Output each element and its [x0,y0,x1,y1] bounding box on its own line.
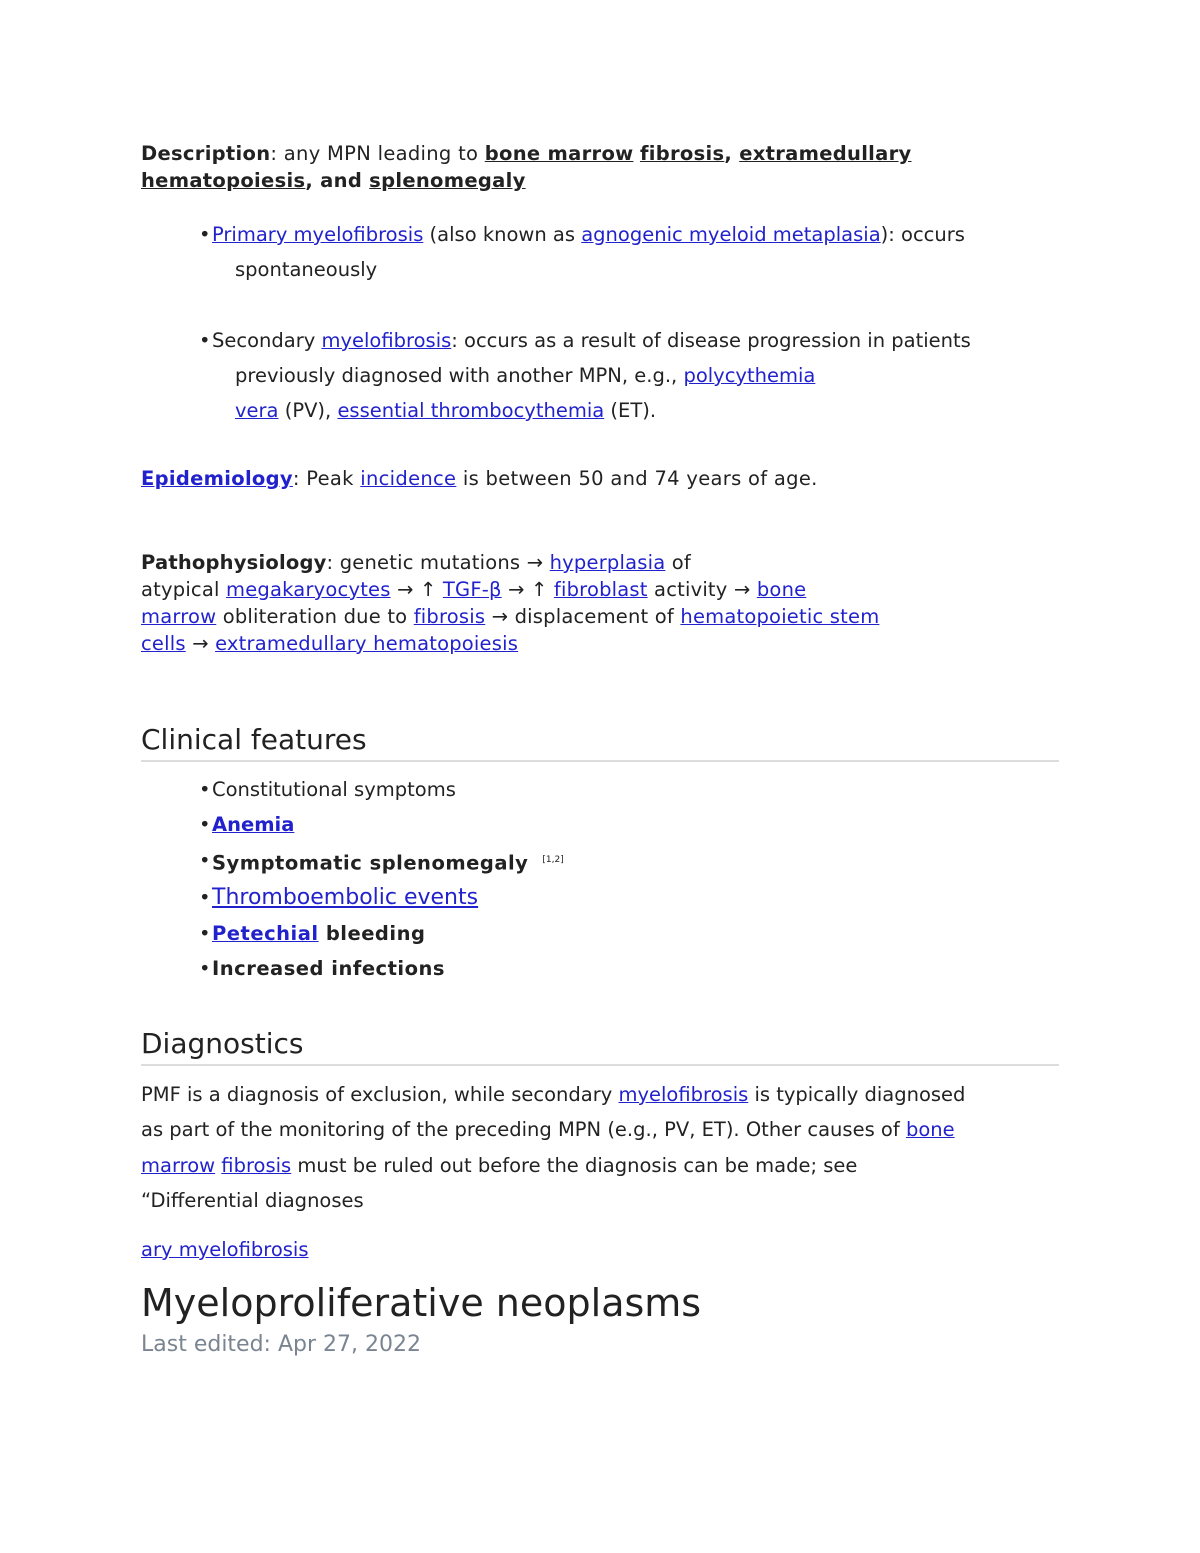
article-title: Myeloproliferative neoplasms [141,1281,702,1325]
link-thromboembolic-events[interactable]: Thromboembolic events [212,885,479,911]
bullet-icon: • [199,848,211,872]
link-splenomegaly[interactable]: splenomegaly [369,169,526,192]
heading-diagnostics: Diagnostics [141,1026,1059,1066]
link-incidence[interactable]: incidence [360,467,457,490]
list-item: • Symptomatic splenomegaly [1,2] [141,843,1059,881]
link-tgf-beta[interactable]: TGF-β [442,578,502,601]
bullet-icon: • [199,329,211,352]
list-item-secondary: • Secondary myelofibrosis: occurs as a result of disease progression in patients [141,323,1059,358]
link-epidemiology[interactable]: Epidemiology [141,467,293,490]
link-vera[interactable]: vera [235,399,279,422]
secondary-continuation: previously diagnosed with another MPN, e.g., polycythemia vera (PV), essential thrombocythemia (ET). [235,364,816,422]
reference-marker[interactable]: [1,2] [542,854,564,865]
bullet-icon: • [199,778,211,801]
bullet-icon: • [199,813,211,837]
bullet-icon: • [199,956,211,980]
link-essential-thrombocythemia[interactable]: essential thrombocythemia [337,399,605,422]
link-extramedullary-hematopoiesis[interactable]: extramedullary hematopoiesis [215,632,519,655]
link-myelofibrosis[interactable]: myelofibrosis [321,329,452,352]
description-text: : any MPN leading to [270,142,485,165]
link-fibrosis-diag[interactable]: fibrosis [221,1153,292,1177]
link-myelofibrosis-diag[interactable]: myelofibrosis [618,1083,749,1106]
list-item [141,807,1059,842]
description-paragraph: Description: any MPN leading to bone marrow fibrosis, extramedullary hematopoiesis, and splenomegaly [141,142,912,192]
link-fibrosis-patho[interactable]: fibrosis [413,605,486,628]
link-extramedullary-b[interactable]: hematopoiesis [141,169,306,192]
link-extramedullary-a[interactable]: extramedullary [739,142,912,165]
bullet-icon: • [199,886,211,910]
bullet-icon: • [199,223,211,246]
link-cells[interactable]: cells [141,632,186,655]
pathophysiology-paragraph: Pathophysiology: genetic mutations → hyperplasia of atypical megakaryocytes → ↑ TGF-β → ↑ fibroblast activity → bone marrow obliteration due to fibrosis → displacement of hematopoietic stem cells → extramedullary hematopoiesis [141,551,880,655]
link-agnogenic-myeloid-metaplasia[interactable]: agnogenic myeloid metaplasia [581,223,881,246]
epidemiology-paragraph: Epidemiology: Peak incidence is between 50 and 74 years of age. [141,467,818,490]
link-fibroblast[interactable]: fibroblast [553,578,648,601]
last-edited: Last edited: Apr 27, 2022 [141,1332,421,1357]
link-bone-b[interactable]: bone [905,1118,955,1142]
list-item: • Increased infections [141,951,1059,986]
link-anemia[interactable]: Anemia [212,813,295,837]
link-primary-myelofibrosis[interactable]: Primary myelofibrosis [212,223,424,246]
diagnostics-paragraph: PMF is a diagnosis of exclusion, while secondary myelofibrosis is typically diagnosed as part of the monitoring of the preceding MPN (e.g., PV, ET). Other causes of bone marrow fibrosis must be ruled out before the diagnosis can be made; see “Differential diagnoses [141,1083,966,1212]
link-marrow-b[interactable]: marrow [141,1153,216,1177]
link-hyperplasia[interactable]: hyperplasia [549,551,666,574]
fragment-paragraph [141,1235,309,1265]
primary-list [141,217,1059,252]
link-bone-a[interactable]: bone [756,578,807,601]
document-page [141,0,1059,1553]
link-megakaryocytes[interactable]: megakaryocytes [226,578,391,601]
list-item [141,880,1059,915]
link-petechial[interactable]: Petechial [212,921,319,945]
clinical-features-list [141,772,1059,986]
list-item: • Constitutional symptoms [141,772,1059,807]
heading-clinical-features: Clinical features [141,722,1059,762]
pathophysiology-label: Pathophysiology [141,551,327,574]
link-ary-myelofibrosis[interactable]: ary myelofibrosis [141,1238,309,1261]
link-bone-marrow[interactable]: bone marrow [484,142,634,165]
link-fibrosis[interactable]: fibrosis [639,142,725,165]
link-polycythemia[interactable]: polycythemia [683,364,816,387]
list-item: • Petechial bleeding [141,916,1059,951]
primary-continuation: spontaneously [235,258,378,281]
description-label: Description [141,142,271,165]
link-hematopoietic-stem[interactable]: hematopoietic stem [680,605,880,628]
bullet-icon: • [199,921,211,945]
list-item-primary: • Primary myelofibrosis (also known as agnogenic myeloid metaplasia): occurs [141,217,1059,252]
link-marrow-a[interactable]: marrow [141,605,217,628]
secondary-list [141,323,1059,358]
